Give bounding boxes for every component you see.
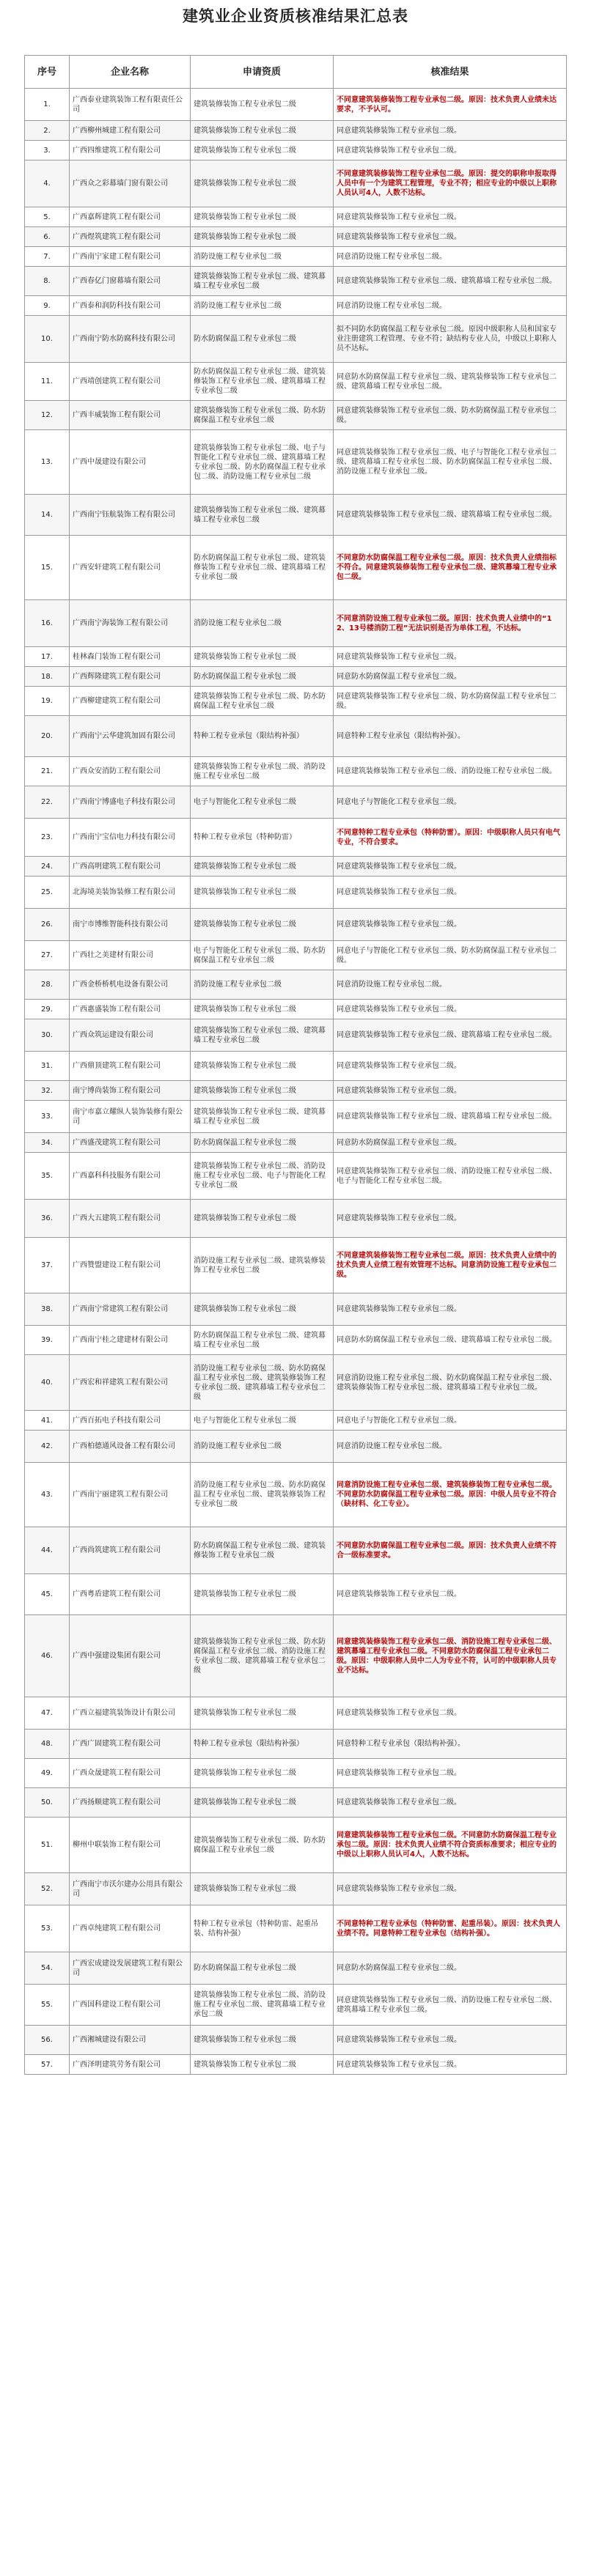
row-company-name: 广西柳建建筑工程有限公司 [70,687,191,716]
row-result: 同意消防设施工程专业承包二级。 [334,296,567,316]
row-company-name: 广西煜筑建筑工程有限公司 [70,227,191,247]
row-qualification: 防水防腐保温工程专业承包二级、建筑幕墙工程专业承包二级 [191,1326,334,1355]
row-serial-no: 9. [25,296,70,316]
row-qualification: 建筑装修装饰工程专业承包二级 [191,1788,334,1817]
table-row [25,786,567,819]
row-qualification: 建筑装修装饰工程专业承包二级、建筑幕墙工程专业承包二级 [191,1101,334,1133]
row-qualification: 建筑装修装饰工程专业承包二级 [191,1873,334,1905]
row-company-name: 广西南宁博盛电子科技有限公司 [70,786,191,819]
table-row [25,363,567,401]
row-serial-no: 16. [25,600,70,647]
row-serial-no: 34. [25,1133,70,1153]
table-header [25,56,567,89]
row-result: 不同意建筑装修装饰工程专业承包二级。原因：提交的职称申报取得人员中有一个为建筑工程管理，专业不符；相应专业的中级以上职称人员认可4人，人数不达标。 [334,160,567,207]
row-result: 同意建筑装修装饰工程专业承包二级。 [334,121,567,141]
row-result: 同意建筑装修装饰工程专业承包二级。 [334,227,567,247]
table-row [25,207,567,227]
row-serial-no: 24. [25,857,70,876]
row-qualification: 防水防腐保温工程专业承包二级、建筑装修装饰工程专业承包二级 [191,1527,334,1574]
row-result: 同意建筑装修装饰工程专业承包二级、消防设施工程专业承包二级、电子与智能化工程专业承包二级。 [334,1153,567,1200]
row-serial-no: 25. [25,876,70,909]
row-company-name: 广西嘉辉建筑工程有限公司 [70,207,191,227]
row-company-name: 广西高明建筑工程有限公司 [70,857,191,876]
row-result: 同意特种工程专业承包（限结构补强）。 [334,1730,567,1759]
row-company-name: 广西泰业建筑装饰工程有限责任公司 [70,89,191,121]
row-serial-no: 57. [25,2055,70,2075]
row-result: 不同意建筑装修装饰工程专业承包二级。原因：技术负责人业绩未达要求，不予认可。 [334,89,567,121]
table-row [25,267,567,296]
row-result: 同意消防设施工程专业承包二级、防水防腐保温工程专业承包二级、建筑装修装饰工程专业承包二级、建筑幕墙工程专业承包二级。 [334,1355,567,1411]
table-row [25,857,567,876]
row-company-name: 桂林森门装饰工程有限公司 [70,647,191,667]
row-company-name: 广西靖创建筑工程有限公司 [70,363,191,401]
row-serial-no: 48. [25,1730,70,1759]
row-qualification: 消防设施工程专业承包二级 [191,247,334,267]
table-row [25,316,567,363]
row-qualification: 防水防腐保温工程专业承包二级 [191,1133,334,1153]
row-qualification: 建筑装修装饰工程专业承包二级 [191,1574,334,1615]
table-row [25,941,567,970]
row-qualification: 消防设施工程专业承包二级 [191,970,334,1000]
row-qualification: 防水防腐保温工程专业承包二级、建筑装修装饰工程专业承包二级、建筑幕墙工程专业承包二级 [191,363,334,401]
row-result: 同意建筑装修装饰工程专业承包二级、消防设施工程专业承包二级。 [334,757,567,786]
table-row [25,160,567,207]
row-company-name: 广西湘城建设有限公司 [70,2026,191,2055]
row-result: 同意消防设施工程专业承包二级。 [334,247,567,267]
row-company-name: 广西众筑运建设有限公司 [70,1019,191,1052]
row-result: 同意建筑装修装饰工程专业承包二级。 [334,207,567,227]
row-result: 同意建筑装修装饰工程专业承包二级。 [334,1200,567,1238]
row-result: 同意消防设施工程专业承包二级。 [334,970,567,1000]
row-qualification: 防水防腐保温工程专业承包二级 [191,1952,334,1985]
row-result: 同意电子与智能化工程专业承包二级。 [334,786,567,819]
row-company-name: 广西惠盛装饰工程有限公司 [70,1000,191,1019]
row-result: 同意建筑装修装饰工程专业承包二级。 [334,1081,567,1101]
row-result: 同意消防设施工程专业承包二级、建筑装修装饰工程专业承包二级。不同意防水防腐保温工程专业承包二级。原因：中级人员专业不符合（缺材料、化工专业）。 [334,1463,567,1527]
row-qualification: 建筑装修装饰工程专业承包二级 [191,1200,334,1238]
table-row [25,1759,567,1788]
row-company-name: 柳州中联装饰工程有限公司 [70,1817,191,1873]
row-company-name: 广西立福建筑装饰设计有限公司 [70,1697,191,1730]
table-row [25,296,567,316]
row-qualification: 消防设施工程专业承包二级、防水防腐保温工程专业承包二级、建筑装修装饰工程专业承包二级、建筑幕墙工程专业承包二级 [191,1355,334,1411]
row-company-name: 广西柳州城建工程有限公司 [70,121,191,141]
row-qualification: 建筑装修装饰工程专业承包二级 [191,2026,334,2055]
row-serial-no: 17. [25,647,70,667]
table-row [25,667,567,687]
row-company-name: 广西百拓电子科技有限公司 [70,1411,191,1431]
row-company-name: 北海境美装饰装修工程有限公司 [70,876,191,909]
row-serial-no: 29. [25,1000,70,1019]
table-row [25,1463,567,1527]
row-result: 同意电子与智能化工程专业承包二级。 [334,1411,567,1431]
table-row [25,1431,567,1463]
row-qualification: 特种工程专业承包（限结构补强） [191,1730,334,1759]
row-result: 同意建筑装修装饰工程专业承包二级、电子与智能化工程专业承包二级、建筑幕墙工程专业承包二级、防水防腐保温工程专业承包二级、消防设施工程专业承包二级。 [334,430,567,495]
row-serial-no: 39. [25,1326,70,1355]
row-qualification: 消防设施工程专业承包二级、防水防腐保温工程专业承包二级、建筑装修装饰工程专业承包二级 [191,1463,334,1527]
row-serial-no: 2. [25,121,70,141]
row-company-name: 广西中强建设集团有限公司 [70,1615,191,1697]
row-result: 同意建筑装修装饰工程专业承包二级。 [334,1293,567,1326]
row-qualification: 建筑装修装饰工程专业承包二级、电子与智能化工程专业承包二级、建筑幕墙工程专业承包二级、防水防腐保温工程专业承包二级、消防设施工程专业承包二级 [191,430,334,495]
row-result: 同意防水防腐保温工程专业承包二级、建筑装修装饰工程专业承包二级、建筑幕墙工程专业承包二级。 [334,363,567,401]
row-company-name: 广西金桥桥机电设备有限公司 [70,970,191,1000]
table-row [25,1081,567,1101]
table-row [25,970,567,1000]
row-qualification: 建筑装修装饰工程专业承包二级 [191,121,334,141]
row-qualification: 防水防腐保温工程专业承包二级、建筑装修装饰工程专业承包二级、建筑幕墙工程专业承包二级 [191,536,334,600]
row-company-name: 广西南宁防水防腐科技有限公司 [70,316,191,363]
row-result: 同意消防设施工程专业承包二级。 [334,1431,567,1463]
table-row [25,1615,567,1697]
row-company-name: 广西南宁家建工程有限公司 [70,247,191,267]
row-result: 不同意防水防腐保温工程专业承包二级。原因：技术负责人业绩指标不符合。同意建筑装修装饰工程专业承包二级、建筑幕墙工程专业承包二级。 [334,536,567,600]
row-serial-no: 14. [25,495,70,536]
row-qualification: 防水防腐保温工程专业承包二级 [191,316,334,363]
row-serial-no: 43. [25,1463,70,1527]
row-serial-no: 46. [25,1615,70,1697]
row-company-name: 广西卓纯建筑工程有限公司 [70,1905,191,1952]
row-result: 同意建筑装修装饰工程专业承包二级。 [334,647,567,667]
row-company-name: 广西宏成建设发展建筑工程有限公司 [70,1952,191,1985]
row-result: 不同意特种工程专业承包（特种防雷）。原因：中级职称人员只有电气专业，不符合要求。 [334,819,567,857]
row-company-name: 广西南宁市沃尔建办公用具有限公司 [70,1873,191,1905]
row-result: 同意建筑装修装饰工程专业承包二级、建筑幕墙工程专业承包二级。 [334,495,567,536]
table-row [25,401,567,430]
table-row [25,227,567,247]
header-serial-no: 序号 [25,56,70,89]
row-result: 不同意消防设施工程专业承包二级。原因：技术负责人业绩中的“12、13号楼消防工程”无法识别是否为单体工程，不达标。 [334,600,567,647]
row-result: 同意建筑装修装饰工程专业承包二级、建筑幕墙工程专业承包二级。 [334,1101,567,1133]
row-result: 同意建筑装修装饰工程专业承包二级。 [334,1000,567,1019]
row-serial-no: 56. [25,2026,70,2055]
row-qualification: 建筑装修装饰工程专业承包二级、建筑幕墙工程专业承包二级 [191,495,334,536]
table-row [25,1000,567,1019]
table-row [25,1574,567,1615]
row-result: 同意建筑装修装饰工程专业承包二级。 [334,141,567,160]
row-company-name: 广西赞盟建设工程有限公司 [70,1238,191,1293]
row-company-name: 广西辉隆建筑工程有限公司 [70,667,191,687]
row-qualification: 建筑装修装饰工程专业承包二级 [191,2055,334,2075]
table-row [25,687,567,716]
row-qualification: 建筑装修装饰工程专业承包二级、防水防腐保温工程专业承包二级、消防设施工程专业承包二级、建筑幕墙工程专业承包二级 [191,1615,334,1697]
table-row [25,647,567,667]
table-row [25,121,567,141]
row-qualification: 特种工程专业承包（特种防雷、起重吊装、结构补强） [191,1905,334,1952]
row-result: 同意建筑装修装饰工程专业承包二级。 [334,1697,567,1730]
table-row [25,1326,567,1355]
table-row [25,1952,567,1985]
table-row [25,1133,567,1153]
row-company-name: 广西四维建筑工程有限公司 [70,141,191,160]
table-row [25,430,567,495]
table-row [25,1817,567,1873]
row-serial-no: 47. [25,1697,70,1730]
row-qualification: 电子与智能化工程专业承包二级、防水防腐保温工程专业承包二级 [191,941,334,970]
row-serial-no: 15. [25,536,70,600]
table-row [25,1527,567,1574]
header-row [25,56,567,89]
row-serial-no: 32. [25,1081,70,1101]
table-row [25,1019,567,1052]
row-serial-no: 23. [25,819,70,857]
row-serial-no: 8. [25,267,70,296]
row-company-name: 广西宏和祥建筑工程有限公司 [70,1355,191,1411]
row-qualification: 防水防腐保温工程专业承包二级 [191,667,334,687]
table-row [25,141,567,160]
row-result: 拟不同防水防腐保温工程专业承包二级。原因中级职称人员和国家专业注册建筑工程管理、专业不符；缺结构专业人员，中级以上职称人员不达标。 [334,316,567,363]
row-company-name: 广西南宁海装饰工程有限公司 [70,600,191,647]
row-serial-no: 5. [25,207,70,227]
table-row [25,876,567,909]
row-company-name: 广西众之彩幕墙门窗有限公司 [70,160,191,207]
row-result: 同意建筑装修装饰工程专业承包二级。 [334,1873,567,1905]
row-qualification: 消防设施工程专业承包二级 [191,1431,334,1463]
row-result: 同意电子与智能化工程专业承包二级、防水防腐保温工程专业承包二级。 [334,941,567,970]
row-company-name: 广西泽明建筑劳务有限公司 [70,2055,191,2075]
row-qualification: 建筑装修装饰工程专业承包二级 [191,1293,334,1326]
row-result: 同意建筑装修装饰工程专业承包二级。 [334,2055,567,2075]
row-result: 同意建筑装修装饰工程专业承包二级、消防设施工程专业承包二级、建筑幕墙工程专业承包二级。不同意防水防腐保温工程专业承包二级。原因：中级职称人员中二人为专业不符，认可的中级职称人员专业不达标。 [334,1615,567,1697]
row-serial-no: 28. [25,970,70,1000]
table-row [25,1101,567,1133]
row-result: 不同意建筑装修装饰工程专业承包二级。原因：技术负责人业绩中的技术负责人业绩工程有效管理不达标。同意消防设施工程专业承包二级。 [334,1238,567,1293]
table-row [25,89,567,121]
row-qualification: 建筑装修装饰工程专业承包二级、消防设施工程专业承包二级 [191,757,334,786]
row-result: 同意建筑装修装饰工程专业承包二级。 [334,909,567,941]
row-serial-no: 30. [25,1019,70,1052]
table-row [25,819,567,857]
row-result: 同意建筑装修装饰工程专业承包二级。 [334,1052,567,1081]
row-result: 同意防水防腐保温工程专业承包二级、建筑幕墙工程专业承包二级。 [334,1326,567,1355]
row-serial-no: 18. [25,667,70,687]
row-qualification: 电子与智能化工程专业承包二级 [191,786,334,819]
row-serial-no: 3. [25,141,70,160]
table-row [25,1200,567,1238]
row-serial-no: 50. [25,1788,70,1817]
table-row [25,1873,567,1905]
row-company-name: 广西嘉科科技服务有限公司 [70,1153,191,1200]
row-qualification: 消防设施工程专业承包二级 [191,296,334,316]
table-body [25,89,567,2075]
row-result: 同意建筑装修装饰工程专业承包二级。 [334,1759,567,1788]
row-qualification: 建筑装修装饰工程专业承包二级 [191,876,334,909]
row-company-name: 广西众晟建筑工程有限公司 [70,1759,191,1788]
row-company-name: 广西扬顺建筑工程有限公司 [70,1788,191,1817]
row-qualification: 建筑装修装饰工程专业承包二级 [191,207,334,227]
results-table [24,55,567,2075]
row-company-name: 广西粤盾建筑工程有限公司 [70,1574,191,1615]
table-row [25,536,567,600]
row-serial-no: 22. [25,786,70,819]
row-qualification: 建筑装修装饰工程专业承包二级、建筑幕墙工程专业承包二级 [191,1019,334,1052]
row-serial-no: 19. [25,687,70,716]
row-company-name: 广西大五建筑工程有限公司 [70,1200,191,1238]
row-result: 同意建筑装修装饰工程专业承包二级、建筑幕墙工程专业承包二级。 [334,1019,567,1052]
table-row [25,1153,567,1200]
row-serial-no: 52. [25,1873,70,1905]
row-qualification: 建筑装修装饰工程专业承包二级 [191,227,334,247]
row-serial-no: 10. [25,316,70,363]
table-row [25,1355,567,1411]
row-serial-no: 38. [25,1293,70,1326]
table-row [25,2055,567,2075]
row-company-name: 广西广固建筑工程有限公司 [70,1730,191,1759]
row-company-name: 广西丰威装饰工程有限公司 [70,401,191,430]
row-result: 同意特种工程专业承包（限结构补强）。 [334,716,567,757]
row-result: 同意防水防腐保温工程专业承包二级。 [334,1133,567,1153]
row-result: 不同意特种工程专业承包（特种防雷、起重吊装）。原因：技术负责人业绩不符。同意特种工程专业承包（结构补强）。 [334,1905,567,1952]
table-row [25,1985,567,2026]
row-company-name: 南宁市博维智能科技有限公司 [70,909,191,941]
row-qualification: 建筑装修装饰工程专业承包二级、消防设施工程专业承包二级、建筑幕墙工程专业承包二级 [191,1985,334,2026]
row-qualification: 建筑装修装饰工程专业承包二级 [191,89,334,121]
row-company-name: 广西中晟建设有限公司 [70,430,191,495]
row-qualification: 消防设施工程专业承包二级、建筑装修装饰工程专业承包二级 [191,1238,334,1293]
row-qualification: 建筑装修装饰工程专业承包二级 [191,1697,334,1730]
row-company-name: 广西壮之美建材有限公司 [70,941,191,970]
row-company-name: 广西鼎顶建筑工程有限公司 [70,1052,191,1081]
table-row [25,1411,567,1431]
row-qualification: 建筑装修装饰工程专业承包二级、防水防腐保温工程专业承包二级 [191,687,334,716]
row-serial-no: 20. [25,716,70,757]
row-serial-no: 4. [25,160,70,207]
table-row [25,495,567,536]
table-row [25,1052,567,1081]
row-qualification: 建筑装修装饰工程专业承包二级 [191,909,334,941]
row-serial-no: 44. [25,1527,70,1574]
row-serial-no: 7. [25,247,70,267]
table-row [25,1905,567,1952]
table-row [25,757,567,786]
table-row [25,600,567,647]
row-qualification: 建筑装修装饰工程专业承包二级 [191,160,334,207]
row-qualification: 消防设施工程专业承包二级 [191,600,334,647]
row-serial-no: 1. [25,89,70,121]
row-serial-no: 12. [25,401,70,430]
header-company-name: 企业名称 [70,56,191,89]
row-company-name: 广西南宁云华建筑加固有限公司 [70,716,191,757]
table-row [25,1788,567,1817]
table-row [25,2026,567,2055]
row-serial-no: 40. [25,1355,70,1411]
row-company-name: 南宁博尚装饰工程有限公司 [70,1081,191,1101]
table-row [25,247,567,267]
row-result: 同意建筑装修装饰工程专业承包二级、消防设施工程专业承包二级、建筑幕墙工程专业承包二级。 [334,1985,567,2026]
row-serial-no: 6. [25,227,70,247]
row-company-name: 广西盛茂建筑工程有限公司 [70,1133,191,1153]
row-company-name: 广西众安消防工程有限公司 [70,757,191,786]
row-company-name: 广西国科建设工程有限公司 [70,1985,191,2026]
row-company-name: 广西尚筑建筑工程有限公司 [70,1527,191,1574]
row-company-name: 广西南宁丽建筑工程有限公司 [70,1463,191,1527]
row-qualification: 电子与智能化工程专业承包二级 [191,1411,334,1431]
row-serial-no: 37. [25,1238,70,1293]
row-qualification: 建筑装修装饰工程专业承包二级、防水防腐保温工程专业承包二级 [191,1817,334,1873]
row-serial-no: 49. [25,1759,70,1788]
row-result: 同意建筑装修装饰工程专业承包二级。 [334,876,567,909]
row-result: 同意建筑装修装饰工程专业承包二级、建筑幕墙工程专业承包二级。 [334,267,567,296]
row-result: 同意建筑装修装饰工程专业承包二级。 [334,857,567,876]
row-company-name: 广西南宁常建筑工程有限公司 [70,1293,191,1326]
row-serial-no: 35. [25,1153,70,1200]
row-qualification: 建筑装修装饰工程专业承包二级 [191,857,334,876]
row-serial-no: 31. [25,1052,70,1081]
row-company-name: 广西泰和润防科技有限公司 [70,296,191,316]
row-serial-no: 42. [25,1431,70,1463]
row-serial-no: 41. [25,1411,70,1431]
table-row [25,716,567,757]
row-serial-no: 36. [25,1200,70,1238]
row-serial-no: 55. [25,1985,70,2026]
row-result: 同意防水防腐保温工程专业承包二级。 [334,1952,567,1985]
row-company-name: 广西安轩建筑工程有限公司 [70,536,191,600]
table-row [25,909,567,941]
row-qualification: 建筑装修装饰工程专业承包二级 [191,141,334,160]
row-qualification: 建筑装修装饰工程专业承包二级 [191,1759,334,1788]
row-qualification: 建筑装修装饰工程专业承包二级 [191,647,334,667]
row-result: 同意建筑装修装饰工程专业承包二级。 [334,1788,567,1817]
row-serial-no: 26. [25,909,70,941]
row-result: 同意建筑装修装饰工程专业承包二级。 [334,1574,567,1615]
table-row [25,1238,567,1293]
header-result: 核准结果 [334,56,567,89]
row-qualification: 特种工程专业承包（特种防雷） [191,819,334,857]
row-qualification: 特种工程专业承包（限结构补强） [191,716,334,757]
row-qualification: 建筑装修装饰工程专业承包二级、消防设施工程专业承包二级、电子与智能化工程专业承包二级 [191,1153,334,1200]
table-row [25,1697,567,1730]
row-result: 同意防水防腐保温工程专业承包二级。 [334,667,567,687]
row-serial-no: 54. [25,1952,70,1985]
row-qualification: 建筑装修装饰工程专业承包二级 [191,1052,334,1081]
row-company-name: 广西南宁钰航装饰工程有限公司 [70,495,191,536]
row-qualification: 建筑装修装饰工程专业承包二级、防水防腐保温工程专业承包二级 [191,401,334,430]
row-qualification: 建筑装修装饰工程专业承包二级 [191,1000,334,1019]
row-result: 同意建筑装修装饰工程专业承包二级、防水防腐保温工程专业承包二级。 [334,687,567,716]
row-serial-no: 11. [25,363,70,401]
row-result: 同意建筑装修装饰工程专业承包二级、防水防腐保温工程专业承包二级。 [334,401,567,430]
row-serial-no: 33. [25,1101,70,1133]
row-result: 同意建筑装修装饰工程专业承包二级。 [334,2026,567,2055]
row-serial-no: 51. [25,1817,70,1873]
table-row [25,1730,567,1759]
header-qualification: 申请资质 [191,56,334,89]
page-title: 建筑业企业资质核准结果汇总表 [183,7,408,25]
row-company-name: 南宁市嘉立耀纵人装饰装修有限公司 [70,1101,191,1133]
row-result: 不同意防水防腐保温工程专业承包二级。原因：技术负责人业绩不符合一级标准要求。 [334,1527,567,1574]
row-company-name: 广西南宁宝信电力科技有限公司 [70,819,191,857]
row-company-name: 广西柏德通风设备工程有限公司 [70,1431,191,1463]
row-serial-no: 53. [25,1905,70,1952]
row-qualification: 建筑装修装饰工程专业承包二级、建筑幕墙工程专业承包二级 [191,267,334,296]
row-serial-no: 13. [25,430,70,495]
row-company-name: 广西春亿门窗幕墙有限公司 [70,267,191,296]
table-row [25,1293,567,1326]
row-serial-no: 21. [25,757,70,786]
row-serial-no: 27. [25,941,70,970]
row-company-name: 广西南宁桂之建建材有限公司 [70,1326,191,1355]
row-result: 同意建筑装修装饰工程专业承包二级。不同意防水防腐保温工程专业承包二级。原因：技术负责人业绩不符合资质标准要求；相应专业的中级以上职称人员认可4人，人数不达标。 [334,1817,567,1873]
row-serial-no: 45. [25,1574,70,1615]
row-qualification: 建筑装修装饰工程专业承包二级 [191,1081,334,1101]
